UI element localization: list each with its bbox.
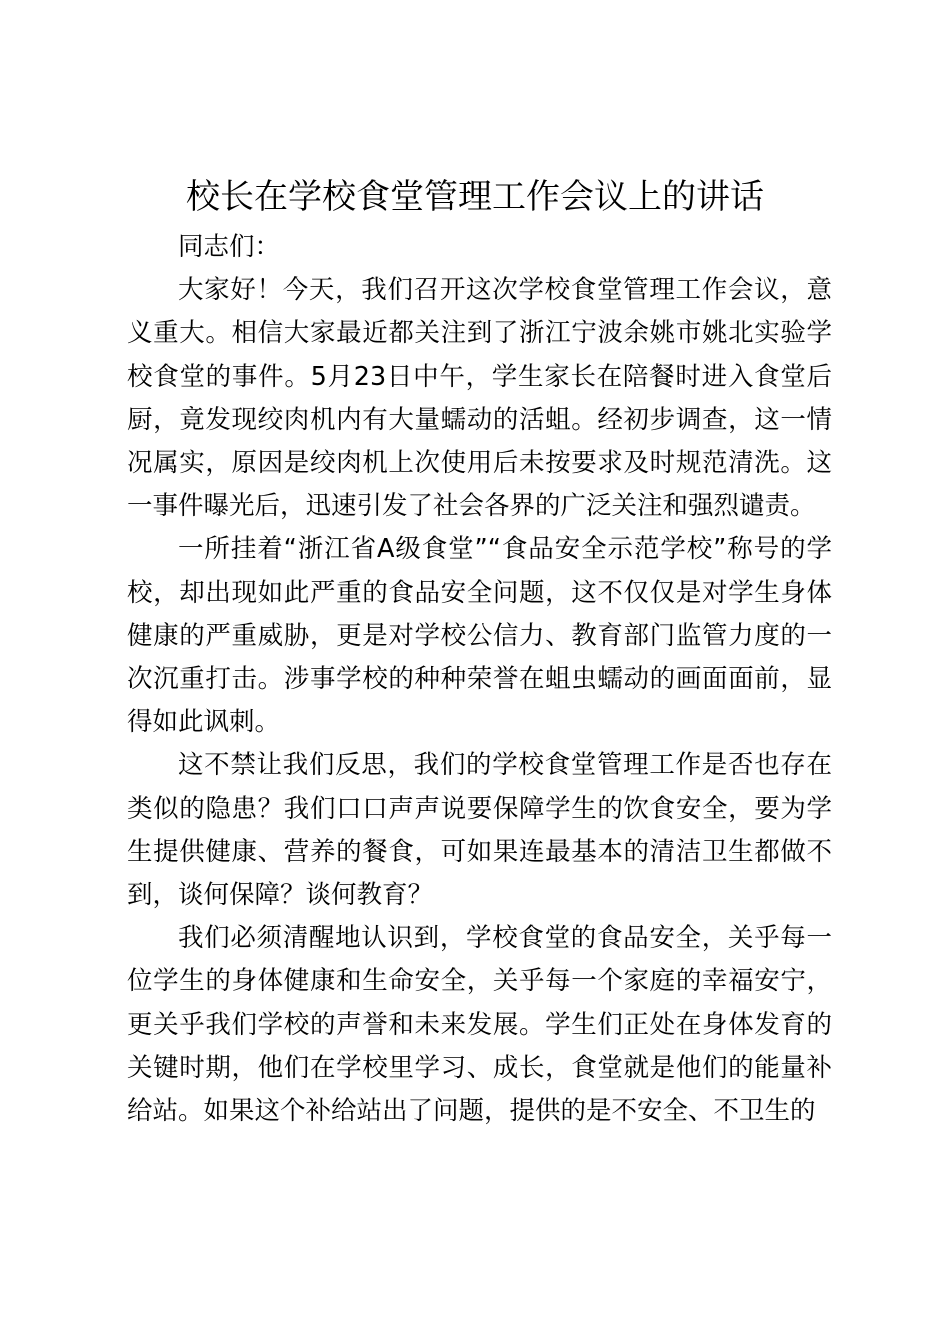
paragraph-4: 我们必须清醒地认识到，学校食堂的食品安全，关乎每一位学生的身体健康和生命安全，关乎每一个家庭的幸福安宁，更关乎我们学校的声誉和未来发展。学生们正处在身体发育的关键时期，他们在学校里学习、成长，食堂就是他们的能量补给站。如果这个补给站出了问题，提供的是不安全、不卫生的 — [127, 923, 832, 1127]
document-title: 校长在学校食堂管理工作会议上的讲话 — [186, 177, 764, 217]
document-body — [127, 226, 832, 1133]
paragraph-2: 一所挂着“浙江省A级食堂”“食品安全示范学校”称号的学校，却出现如此严重的食品安全问题，这不仅仅是对学生身体健康的严重威胁，更是对学校公信力、教育部门监管力度的一次沉重打击。涉事学校的种种荣誉在蛆虫蠕动的画面面前，显得如此讽刺。 — [127, 534, 832, 738]
salutation: 同志们： — [178, 232, 281, 262]
paragraph-3: 这不禁让我们反思，我们的学校食堂管理工作是否也存在类似的隐患？我们口口声声说要保障学生的饮食安全，要为学生提供健康、营养的餐食，可如果连最基本的清洁卫生都做不到，谈何保障？谈何教育？ — [127, 750, 832, 911]
paragraph-1: 大家好！今天，我们召开这次学校食堂管理工作会议，意义重大。相信大家最近都关注到了浙江宁波余姚市姚北实验学校食堂的事件。5月23日中午，学生家长在陪餐时进入食堂后厨，竟发现绞肉机内有大量蠕动的活蛆。经初步调查，这一情况属实，原因是绞肉机上次使用后未按要求及时规范清洗。这一事件曝光后，迅速引发了社会各界的广泛关注和强烈谴责。 — [127, 275, 832, 522]
